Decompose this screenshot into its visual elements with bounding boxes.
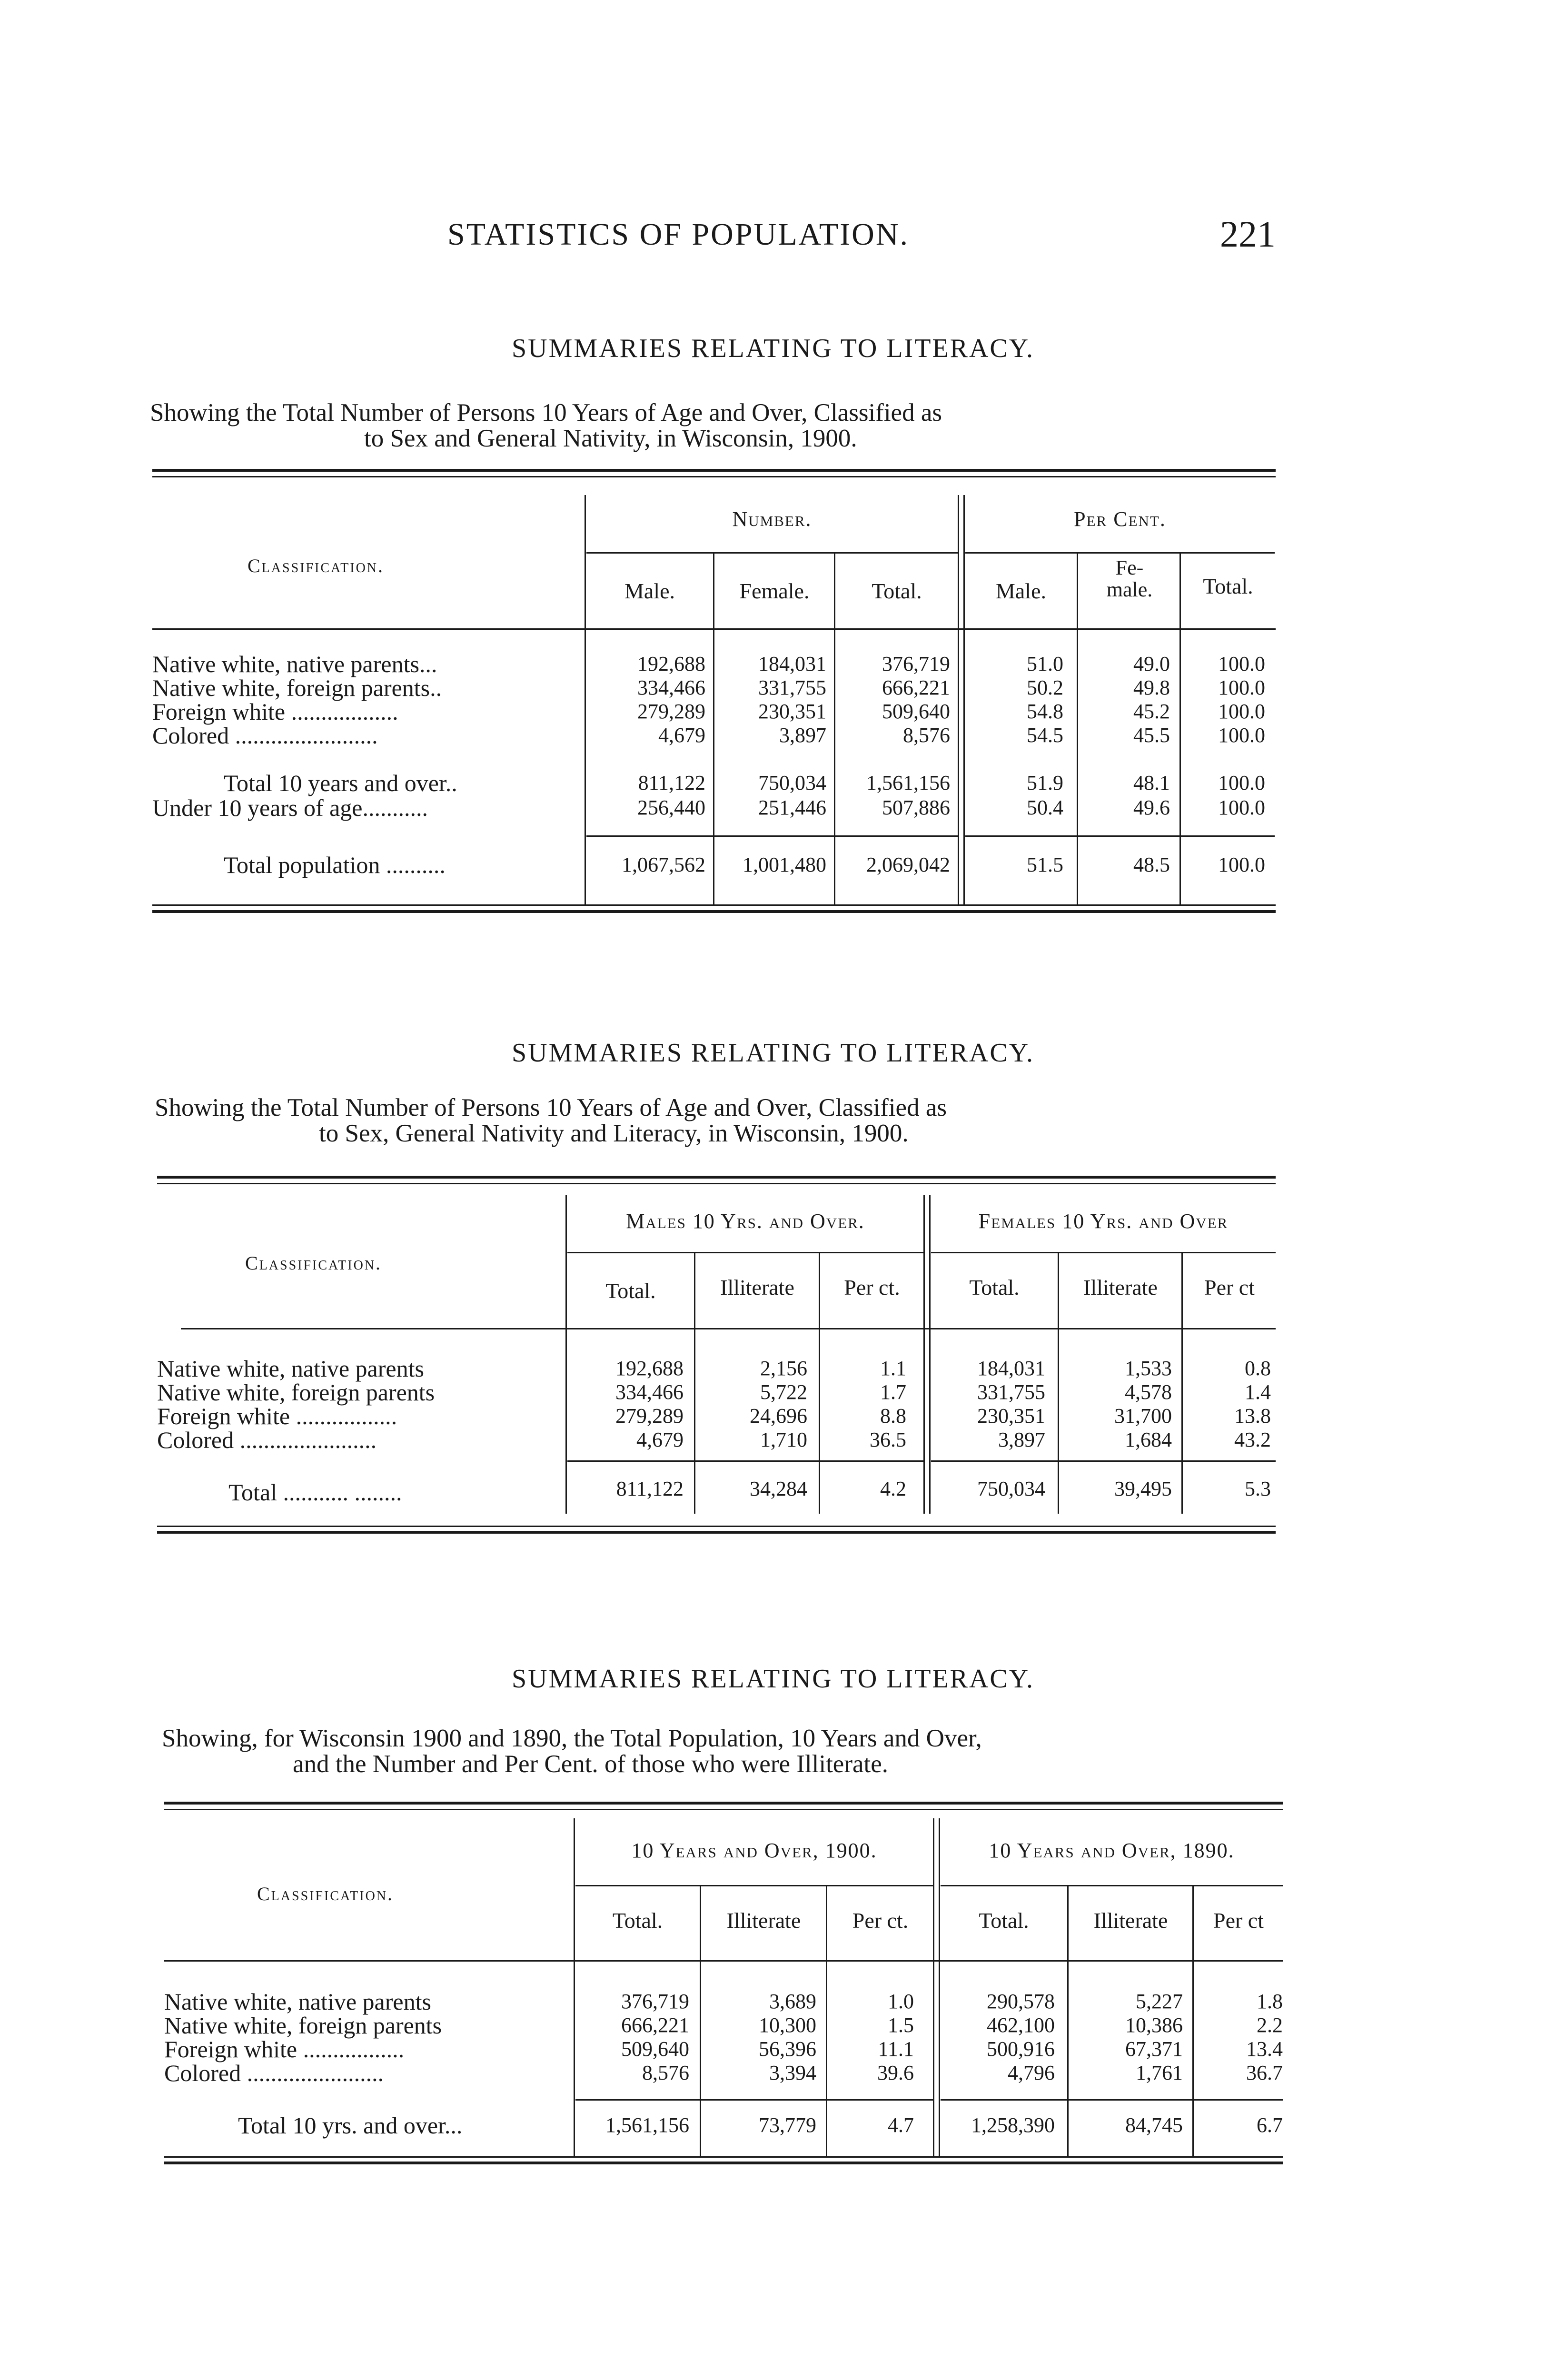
table1-column-header: Fe- male.	[1106, 556, 1153, 601]
table2-group-header: Males 10 Yrs. and Over.	[626, 1210, 865, 1233]
table3-row-label: Native white, foreign parents	[164, 2012, 442, 2039]
table3-cell: 11.1	[878, 2037, 914, 2061]
table2-column-header: Total.	[605, 1279, 656, 1303]
table1-cell: 184,031	[758, 652, 826, 675]
table1-top-rule-thin	[152, 476, 1276, 477]
table1-column-header: Total.	[872, 579, 922, 603]
table1-cell: 334,466	[637, 676, 705, 699]
table3-cell: 1,258,390	[971, 2113, 1055, 2137]
table2-header-rule	[567, 1252, 923, 1253]
table1-cell: 666,221	[882, 676, 950, 699]
table1-divider	[834, 552, 835, 904]
table3-top-rule	[164, 1802, 1283, 1805]
table1-row-label: Foreign white ..................	[152, 698, 398, 725]
table2-cell: 2,156	[760, 1357, 807, 1380]
table2-cell: 8.8	[880, 1404, 906, 1428]
table1-caption-line2: to Sex and General Nativity, in Wisconsin, 1900.	[364, 425, 857, 452]
table3-divider	[700, 1885, 701, 2156]
table1-cell: 251,446	[758, 796, 826, 819]
table1-bottom-rule	[152, 910, 1276, 913]
table1-cell: 100.0	[1218, 724, 1265, 747]
table3-column-header: Illiterate	[726, 1908, 801, 1933]
table3-bottom-rule	[164, 2156, 1283, 2158]
table3-caption	[162, 1726, 982, 1777]
table1-cell: 2,069,042	[866, 853, 950, 876]
table1-row-label: Colored ........................	[152, 722, 378, 749]
table1-cell: 51.9	[1027, 771, 1063, 794]
table2-top-rule	[157, 1176, 1276, 1179]
table2-cell: 0.8	[1245, 1357, 1271, 1380]
table1-cell: 51.0	[1027, 652, 1063, 675]
table2-cell: 4,679	[636, 1428, 684, 1451]
table2-divider	[923, 1195, 925, 1514]
table1-cell: 49.0	[1133, 652, 1170, 675]
table2-cell: 24,696	[750, 1404, 807, 1428]
table3-divider	[1192, 1885, 1194, 2156]
table2-column-header: Illiterate	[720, 1275, 794, 1299]
table1-cell: 1,001,480	[743, 853, 826, 876]
table2-cell: 4,578	[1125, 1380, 1172, 1404]
table1-cell: 45.2	[1133, 700, 1170, 723]
table1-divider	[1077, 552, 1078, 904]
table3-header-bottom-rule	[164, 1960, 1283, 1962]
table3-row-label: Total 10 yrs. and over...	[238, 2112, 463, 2139]
table2-cell: 4.2	[880, 1477, 906, 1500]
table3-column-header: Per ct.	[852, 1908, 909, 1933]
table2-cell: 750,034	[977, 1477, 1045, 1500]
table1-cell: 8,576	[903, 724, 950, 747]
table3-cell: 1,761	[1136, 2061, 1183, 2084]
table1-cell: 4,679	[658, 724, 705, 747]
table1-top-rule	[152, 469, 1276, 472]
table2-cell: 184,031	[977, 1357, 1045, 1380]
table2-top-rule-thin	[157, 1183, 1276, 1184]
table2-divider	[1058, 1252, 1059, 1514]
table1-cell: 48.1	[1133, 771, 1170, 794]
table3-cell: 67,371	[1125, 2037, 1183, 2061]
table1-column-header: Total.	[1203, 574, 1253, 598]
table2-cell: 3,897	[998, 1428, 1045, 1451]
table1-row-label: Native white, native parents...	[152, 651, 437, 677]
table1-cell: 100.0	[1218, 771, 1265, 794]
table2-cell: 811,122	[616, 1477, 684, 1500]
table3-caption-line2: and the Number and Per Cent. of those who were Illiterate.	[293, 1750, 888, 1778]
table2-header-bottom-rule	[181, 1328, 1276, 1329]
table3-cell: 4,796	[1008, 2061, 1055, 2084]
table3-cell: 376,719	[621, 1990, 689, 2013]
table3-cell: 1.0	[888, 1990, 914, 2013]
table2-cell: 5,722	[760, 1380, 807, 1404]
table2-header-rule	[931, 1252, 1276, 1253]
table2-row-label: Total ........... ........	[228, 1479, 402, 1506]
table3-cell: 36.7	[1246, 2061, 1283, 2084]
table2-cell: 279,289	[615, 1404, 684, 1428]
table3-divider	[933, 1818, 934, 2156]
table2-cell: 34,284	[750, 1477, 807, 1500]
table3-cell: 1.5	[888, 2013, 914, 2037]
table1-divider	[958, 495, 959, 904]
table3-total-rule	[575, 2099, 933, 2101]
table1-divider	[1179, 552, 1181, 904]
page-header	[152, 213, 1276, 259]
table2-group-header: Females 10 Yrs. and Over	[978, 1210, 1229, 1233]
table1-cell: 100.0	[1218, 796, 1265, 819]
table1-cell: 1,561,156	[866, 771, 950, 794]
table2-caption	[155, 1095, 947, 1146]
table2-caption-line1: Showing the Total Number of Persons 10 Years of Age and Over, Classified as	[155, 1094, 947, 1121]
table1-group-header: Per Cent.	[1074, 507, 1166, 531]
table3-cell: 3,689	[769, 1990, 816, 2013]
table1-cell: 54.8	[1027, 700, 1063, 723]
table2-divider	[819, 1252, 820, 1514]
table3-row-label: Native white, native parents	[164, 1988, 431, 2015]
table3-cell: 84,745	[1125, 2113, 1183, 2137]
table3-cell: 6.7	[1257, 2113, 1283, 2137]
table1-cell: 256,440	[637, 796, 705, 819]
table1-divider	[963, 495, 965, 904]
table3-cell: 5,227	[1136, 1990, 1183, 2013]
table1-cell: 54.5	[1027, 724, 1063, 747]
table1-cell: 100.0	[1218, 853, 1265, 876]
table3-cell: 73,779	[759, 2113, 816, 2137]
table1-cell: 230,351	[758, 700, 826, 723]
table2-divider	[694, 1252, 695, 1514]
table1-cell: 279,289	[637, 700, 705, 723]
table1-total-rule	[965, 835, 1275, 837]
table1-cell: 750,034	[758, 771, 826, 794]
table1-cell: 45.5	[1133, 724, 1170, 747]
table2-cell: 230,351	[977, 1404, 1045, 1428]
table2-row-label: Colored .......................	[157, 1427, 377, 1453]
table1-header-bottom-rule	[152, 628, 1276, 630]
table2-row-label: Native white, native parents	[157, 1355, 424, 1382]
table1-cell: 100.0	[1218, 700, 1265, 723]
table3-cell: 56,396	[759, 2037, 816, 2061]
table1-row-label: Total population ..........	[224, 852, 446, 878]
table1-divider	[713, 552, 714, 904]
table1-cell: 811,122	[638, 771, 705, 794]
table1-cell: 376,719	[882, 652, 950, 675]
table3-header-rule	[575, 1885, 933, 1886]
table3-total-rule	[941, 2099, 1283, 2101]
table3-divider	[574, 1818, 575, 2156]
table2-cell: 331,755	[977, 1380, 1045, 1404]
table2-caption-line2: to Sex, General Nativity and Literacy, in Wisconsin, 1900.	[319, 1120, 909, 1147]
table3-cell: 500,916	[987, 2037, 1055, 2061]
table3-bottom-rule	[164, 2162, 1283, 2164]
table2-cell: 1,710	[760, 1428, 807, 1451]
table3-cell: 1.8	[1257, 1990, 1283, 2013]
table2-row-label: Native white, foreign parents	[157, 1379, 435, 1406]
table3-divider	[1067, 1885, 1069, 2156]
table3-cell: 2.2	[1257, 2013, 1283, 2037]
table3-cell: 10,300	[759, 2013, 816, 2037]
table1-caption	[150, 400, 942, 451]
table1-cell: 50.2	[1027, 676, 1063, 699]
table1-cell: 50.4	[1027, 796, 1063, 819]
table3-cell: 1,561,156	[605, 2113, 689, 2137]
table1-cell: 100.0	[1218, 652, 1265, 675]
table1-header-rule	[586, 552, 958, 554]
table2-row-label: Foreign white .................	[157, 1403, 397, 1429]
table3-column-header: Illiterate	[1093, 1908, 1168, 1933]
page-number: 221	[1220, 213, 1276, 255]
table1-divider	[585, 495, 586, 904]
table2-title: SUMMARIES RELATING TO LITERACY.	[512, 1038, 1034, 1068]
table2-cell: 334,466	[615, 1380, 684, 1404]
table1-header-rule	[965, 552, 1275, 554]
table3-cell: 462,100	[987, 2013, 1055, 2037]
table3-group-header: 10 Years and Over, 1890.	[989, 1839, 1235, 1862]
table2-divider	[565, 1195, 567, 1514]
table1-cell: 3,897	[779, 724, 826, 747]
table3-column-header: Total.	[979, 1908, 1029, 1933]
table2-divider	[1181, 1252, 1183, 1514]
table1-cell: 1,067,562	[622, 853, 705, 876]
table2-column-header: Illiterate	[1083, 1275, 1158, 1299]
table3-cell: 4.7	[888, 2113, 914, 2137]
table2-total-rule	[567, 1460, 923, 1462]
table3-cell: 666,221	[621, 2013, 689, 2037]
table2-column-header: Total.	[969, 1275, 1020, 1299]
table2-classification-header: Classification.	[245, 1252, 382, 1274]
table1-classification-header: Classification.	[248, 555, 385, 576]
table2-bottom-rule	[157, 1526, 1276, 1527]
table2-cell: 1,684	[1125, 1428, 1172, 1451]
table2-cell: 192,688	[615, 1357, 684, 1380]
table3-cell: 290,578	[987, 1990, 1055, 2013]
table3-top-rule-thin	[164, 1809, 1283, 1810]
table1-total-rule	[586, 835, 958, 837]
table1-title: SUMMARIES RELATING TO LITERACY.	[512, 334, 1034, 363]
table2-cell: 1.7	[880, 1380, 906, 1404]
table1-cell: 51.5	[1027, 853, 1063, 876]
table2-divider	[929, 1195, 931, 1514]
table3-cell: 8,576	[642, 2061, 689, 2084]
table1-group-header: Number.	[732, 507, 812, 531]
table3-column-header: Per ct	[1213, 1908, 1264, 1933]
table1-cell: 507,886	[882, 796, 950, 819]
table3-caption-line1: Showing, for Wisconsin 1900 and 1890, the Total Population, 10 Years and Over,	[162, 1725, 982, 1752]
table1-cell: 48.5	[1133, 853, 1170, 876]
table2-cell: 31,700	[1114, 1404, 1172, 1428]
table2-cell: 39,495	[1114, 1477, 1172, 1500]
table3-divider	[826, 1885, 827, 2156]
table1-cell: 49.8	[1133, 676, 1170, 699]
table3-cell: 3,394	[769, 2061, 816, 2084]
table2-cell: 5.3	[1245, 1477, 1271, 1500]
running-title: STATISTICS OF POPULATION.	[447, 217, 909, 252]
table3-group-header: 10 Years and Over, 1900.	[631, 1839, 877, 1862]
table2-cell: 13.8	[1234, 1404, 1271, 1428]
table1-row-label: Total 10 years and over..	[224, 770, 457, 796]
table1-caption-line1: Showing the Total Number of Persons 10 Years of Age and Over, Classified as	[150, 399, 942, 426]
table3-title: SUMMARIES RELATING TO LITERACY.	[512, 1664, 1034, 1694]
table1-cell: 100.0	[1218, 676, 1265, 699]
table2-total-rule	[931, 1460, 1276, 1462]
table1-cell: 49.6	[1133, 796, 1170, 819]
table3-column-header: Total.	[612, 1908, 663, 1933]
table1-column-header: Male.	[995, 579, 1046, 603]
table2-cell: 36.5	[870, 1428, 906, 1451]
table1-cell: 509,640	[882, 700, 950, 723]
table1-column-header: Female.	[739, 579, 810, 603]
table3-cell: 10,386	[1125, 2013, 1183, 2037]
table1-column-header: Male.	[624, 579, 675, 603]
table3-divider	[939, 1818, 940, 2156]
table2-cell: 1.4	[1245, 1380, 1271, 1404]
table1-row-label: Native white, foreign parents..	[152, 674, 442, 701]
table3-cell: 13.4	[1246, 2037, 1283, 2061]
table2-cell: 1,533	[1125, 1357, 1172, 1380]
table2-cell: 1.1	[880, 1357, 906, 1380]
table3-row-label: Foreign white .................	[164, 2036, 405, 2063]
table2-cell: 43.2	[1234, 1428, 1271, 1451]
table3-cell: 509,640	[621, 2037, 689, 2061]
table1-row-label: Under 10 years of age...........	[152, 794, 428, 821]
table1-cell: 192,688	[637, 652, 705, 675]
table1-bottom-rule	[152, 904, 1276, 906]
table3-row-label: Colored .......................	[164, 2060, 384, 2086]
table2-column-header: Per ct	[1204, 1275, 1255, 1299]
table2-column-header: Per ct.	[844, 1275, 900, 1299]
table1-cell: 331,755	[758, 676, 826, 699]
table3-header-rule	[941, 1885, 1283, 1886]
table3-classification-header: Classification.	[257, 1883, 394, 1904]
table3-cell: 39.6	[877, 2061, 914, 2084]
table2-bottom-rule	[157, 1531, 1276, 1534]
